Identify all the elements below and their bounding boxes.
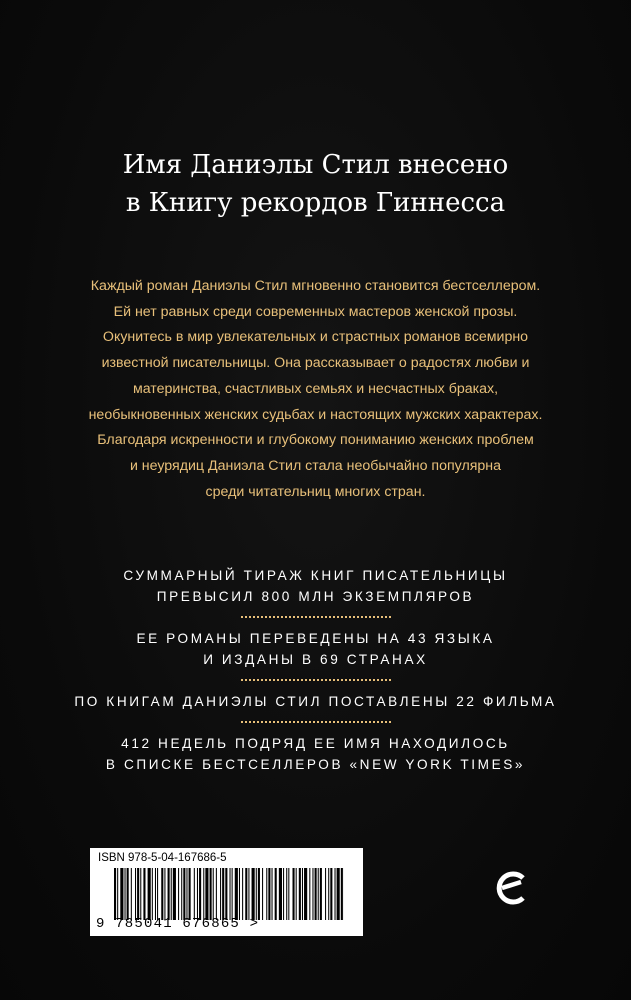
description-blurb [0,274,631,505]
fact-line: СУММАРНЫЙ ТИРАЖ КНИГ ПИСАТЕЛЬНИЦЫ [123,568,508,583]
fact-line: ПРЕВЫСИЛ 800 МЛН ЭКЗЕМПЛЯРОВ [156,589,475,604]
blurb-line: Благодаря искренности и глубокому пониманию женских проблем [97,432,534,449]
fact-item [0,691,631,712]
facts-list [0,565,631,775]
fact-line: В СПИСКЕ БЕСТСЕЛЛЕРОВ «NEW YORK TIMES» [105,757,526,772]
fact-line: 412 НЕДЕЛЬ ПОДРЯД ЕЕ ИМЯ НАХОДИЛОСЬ [121,736,510,751]
fact-item [0,733,631,775]
blurb-line: и неурядиц Даниэла Стил стала необычайно популярна [129,457,502,474]
headline-line: Имя Даниэлы Стил внесено [122,150,509,180]
fact-item [0,565,631,607]
dotted-divider [241,616,391,618]
dotted-divider [241,721,391,723]
headline [0,146,631,222]
dotted-divider [241,679,391,681]
eksmo-logo-icon [494,868,528,908]
blurb-line: Каждый роман Даниэлы Стил мгновенно становится бестселлером. [90,278,541,294]
fact-line: ПО КНИГАМ ДАНИЭЛЫ СТИЛ ПОСТАВЛЕНЫ 22 ФИЛЬМА [74,694,557,709]
isbn-number: ISBN 978-5-04-167686-5 [98,852,227,864]
headline-line: в Книгу рекордов Гиннесса [125,188,506,218]
barcode-digits: 9 785041 676865 > [96,916,260,932]
fact-item [0,628,631,670]
blurb-line: Окунитесь в мир увлекательных и страстных романов всемирно [102,329,529,346]
blurb-line: среди читательниц многих стран. [205,483,426,500]
blurb-line: Ей нет равных среди современных мастеров женской прозы. [113,303,518,320]
fact-line: И ИЗДАНЫ В 69 СТРАНАХ [203,652,428,667]
blurb-line: необыкновенных женских судьбах и настоящих мужских характерах. [88,406,543,423]
blurb-line: материнства, счастливых семьях и несчастных браках, [132,380,499,397]
fact-line: ЕЕ РОМАНЫ ПЕРЕВЕДЕНЫ НА 43 ЯЗЫКА [136,631,495,646]
barcode-bars [114,868,344,920]
barcode-label [90,848,363,936]
blurb-line: известной писательницы. Она рассказывает о радостях любви и [101,355,530,372]
